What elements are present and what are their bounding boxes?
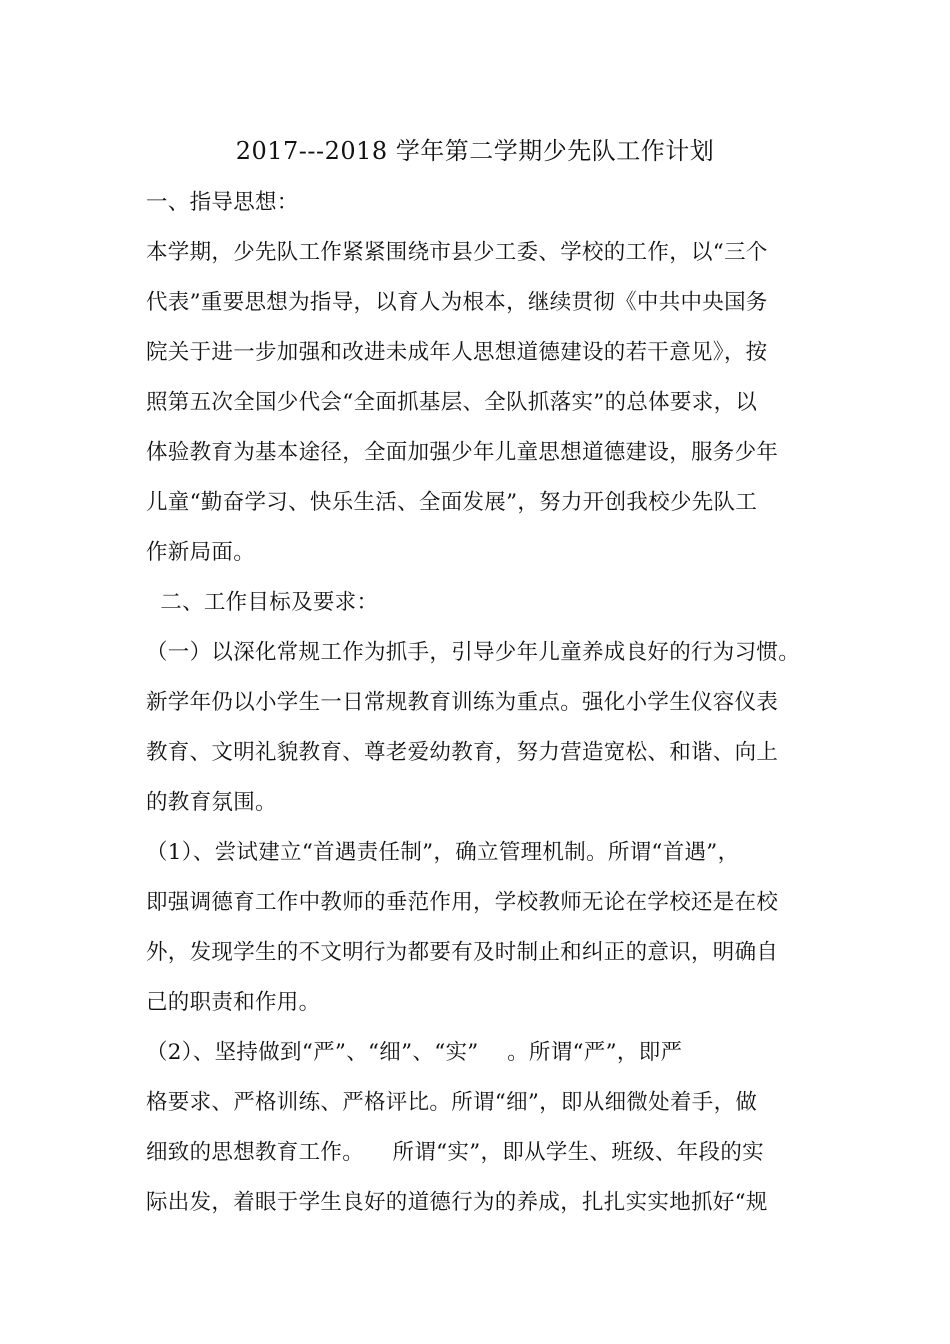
paragraph-line: 教育、文明礼貌教育、尊老爱幼教育，努力营造宽松、和谐、向上 — [146, 740, 779, 765]
paragraph-line: 新学年仍以小学生一日常规教育训练为重点。强化小学生仪容仪表 — [146, 690, 779, 715]
section-heading-guiding-thought: 一、指导思想： — [146, 190, 299, 215]
paragraph-line: 儿童“勤奋学习、快乐生活、全面发展”，努力开创我校少先队工 — [146, 490, 758, 515]
paragraph-line: 代表”重要思想为指导，以育人为根本，继续贯彻《中共中央国务 — [146, 290, 768, 315]
paragraph-line: 际出发，着眼于学生良好的道德行为的养成，扎扎实实地抓好“规 — [146, 1190, 768, 1215]
paragraph-line: 体验教育为基本途径，全面加强少年儿童思想道德建设，服务少年 — [146, 440, 779, 465]
paragraph-line: 院关于进一步加强和改进未成年人思想道德建设的若干意见》，按 — [146, 340, 768, 365]
paragraph-line: 细致的思想教育工作。 所谓“实”，即从学生、班级、年段的实 — [146, 1140, 764, 1165]
paragraph-line: 己的职责和作用。 — [146, 990, 321, 1015]
paragraph-line: （1）、尝试建立“首遇责任制”，确立管理机制。所谓“首遇”， — [146, 840, 740, 865]
paragraph-line: 格要求、严格训练、严格评比。所谓“细”，即从细微处着手，做 — [146, 1090, 758, 1115]
paragraph-line: （2）、坚持做到“严”、“细”、“实” 。所谓“严”，即严 — [146, 1040, 683, 1065]
document-title: 2017---2018 学年第二学期少先队工作计划 — [235, 137, 715, 165]
paragraph-line: 本学期，少先队工作紧紧围绕市县少工委、学校的工作，以“三个 — [146, 240, 768, 265]
paragraph-line: （一）以深化常规工作为抓手，引导少年儿童养成良好的行为习惯。 — [146, 640, 801, 665]
paragraph-line: 即强调德育工作中教师的垂范作用，学校教师无论在学校还是在校 — [146, 890, 779, 915]
section-heading-goals: 二、工作目标及要求： — [146, 590, 379, 615]
paragraph-line: 的教育氛围。 — [146, 790, 277, 815]
paragraph-line: 照第五次全国少代会“全面抓基层、全队抓落实”的总体要求，以 — [146, 390, 758, 415]
paragraph-line: 作新局面。 — [146, 540, 256, 565]
paragraph-line: 外，发现学生的不文明行为都要有及时制止和纠正的意识，明确自 — [146, 940, 779, 965]
